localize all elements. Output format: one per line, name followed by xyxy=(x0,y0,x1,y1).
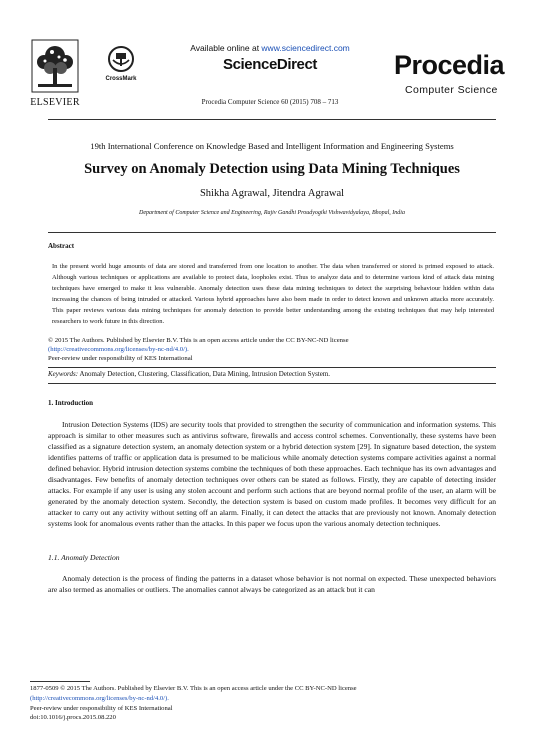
footer-license-link[interactable]: (http://creativecommons.org/licenses/by-nc-nd/4.0/). xyxy=(30,694,169,702)
paper-authors: Shikha Agrawal, Jitendra Agrawal xyxy=(199,188,345,199)
footer-doi: doi:10.1016/j.procs.2015.08.220 xyxy=(30,714,116,722)
elsevier-tree-icon xyxy=(30,38,80,94)
available-prefix: Available online at xyxy=(190,43,262,53)
keywords-label: Keywords: xyxy=(48,370,79,378)
footer-block xyxy=(30,684,510,723)
copyright-line: © 2015 The Authors. Published by Elsevier B.V. This is an open access article under the CC BY-NC-ND license xyxy=(48,337,349,344)
abstract-heading: Abstract xyxy=(48,242,75,250)
conference-name: 19th International Conference on Knowledge Based and Intelligent Information and Engineering Systems xyxy=(90,141,454,151)
anomaly-detection-paragraph: Anomaly detection is the process of finding the patterns in a dataset whose behavior is not normal on expected. These unexpected behaviors are also termed as anomalies or outliers. The anomalies cannot always be categorized as an attack but it can xyxy=(48,574,496,594)
paper-affiliation: Department of Computer Science and Engineering, Rajiv Gandhi Proudyogiki Vishwavidyalaya, Bhopal, India xyxy=(139,210,405,216)
keywords-bottom-divider xyxy=(48,383,496,384)
abstract-top-divider xyxy=(48,232,496,233)
footer-peer-review: Peer-review under responsibility of KES International xyxy=(30,704,173,712)
elsevier-logo xyxy=(30,38,80,108)
abstract-text: In the present world huge amounts of data are stored and transferred from one location to another. The data when transferred or stored is primed exposed to attack. Although various techniques or applications are available to protect data, loopholes exist. Thus to analyze data and to determine various kind of attack data mining techniques have emerged to make it less vulnerable. Anomaly detection uses these data mining techniques to detect the surprising behaviour hidden within data increasing the chances of being intruded or attacked. Various hybrid approaches have also been made in order to detect known and unknown attacks more accurately. This paper reviews various data mining techniques for anomaly detection to provide better understanding among the existing techniques that may help interested researchers to work future in this direction. xyxy=(52,263,494,325)
crossmark-icon xyxy=(108,46,134,72)
paper-title: Survey on Anomaly Detection using Data Mining Techniques xyxy=(84,161,460,177)
available-online xyxy=(150,43,390,53)
crossmark-label: CrossMark xyxy=(105,76,137,82)
sciencedirect-link[interactable]: www.sciencedirect.com xyxy=(261,43,350,53)
section-heading-introduction: 1. Introduction xyxy=(48,399,93,407)
keywords-line xyxy=(48,370,496,378)
copyright-block xyxy=(48,336,496,363)
introduction-paragraph: Intrusion Detection Systems (IDS) are security tools that provided to strengthen the security of communication and information systems. This approach is similar to other measures such as antivirus software, firewalls and access control schemes. Conventionally, these systems have been classified as a signature detection system, an anomaly detection system or a hybrid detection system [29]. In signature based detection, the system identifies patterns of traffic or application data is presumed to be malicious while anomaly detection systems compare activities against a normal defined behavior. Hybrid intrusion detection systems combine the techniques of both these approaches. Each technique has its own advantages and disadvantages. Few benefits of anomaly detection techniques over others can be stated as follows. Firstly, they are capable of detecting insider attacks. For example if any user is using any stolen account and perform such actions that are beyond normal profile of the user, an alarm will be generated by the anomaly detection system. Secondly, the detection system is based on custom made profiles. It becomes very difficult for an attacker to carry out any activity without setting off an alarm. Finally, it can detect the attacks that are previously not known. Anomaly detection systems look for anomalous events rather than the attacks. In this paper we focus upon the various anomaly detection techniques. xyxy=(48,420,496,528)
crossmark-logo[interactable] xyxy=(104,46,138,82)
subsection-heading-anomaly-detection: 1.1. Anomaly Detection xyxy=(48,553,120,562)
keywords-top-divider xyxy=(48,367,496,368)
peer-review-note: Peer-review under responsibility of KES International xyxy=(48,355,193,362)
sciencedirect-wordmark: ScienceDirect xyxy=(222,56,318,73)
footer-issn: 1877-0509 © 2015 The Authors. Published by Elsevier B.V. This is an open access article under the CC BY-NC-ND license xyxy=(30,685,357,692)
procedia-title: Procedia xyxy=(394,50,505,80)
header-divider xyxy=(48,119,496,120)
keywords-list: Anomaly Detection, Clustering, Classification, Data Mining, Intrusion Detection System. xyxy=(78,370,331,378)
publisher-logo-text: ELSEVIER xyxy=(30,97,80,108)
license-link[interactable]: (http://creativecommons.org/licenses/by-nc-nd/4.0/). xyxy=(48,346,189,353)
footnote-divider xyxy=(30,681,90,682)
procedia-subtitle: Computer Science xyxy=(405,84,498,96)
journal-citation: Procedia Computer Science 60 (2015) 708 – 713 xyxy=(201,98,339,106)
